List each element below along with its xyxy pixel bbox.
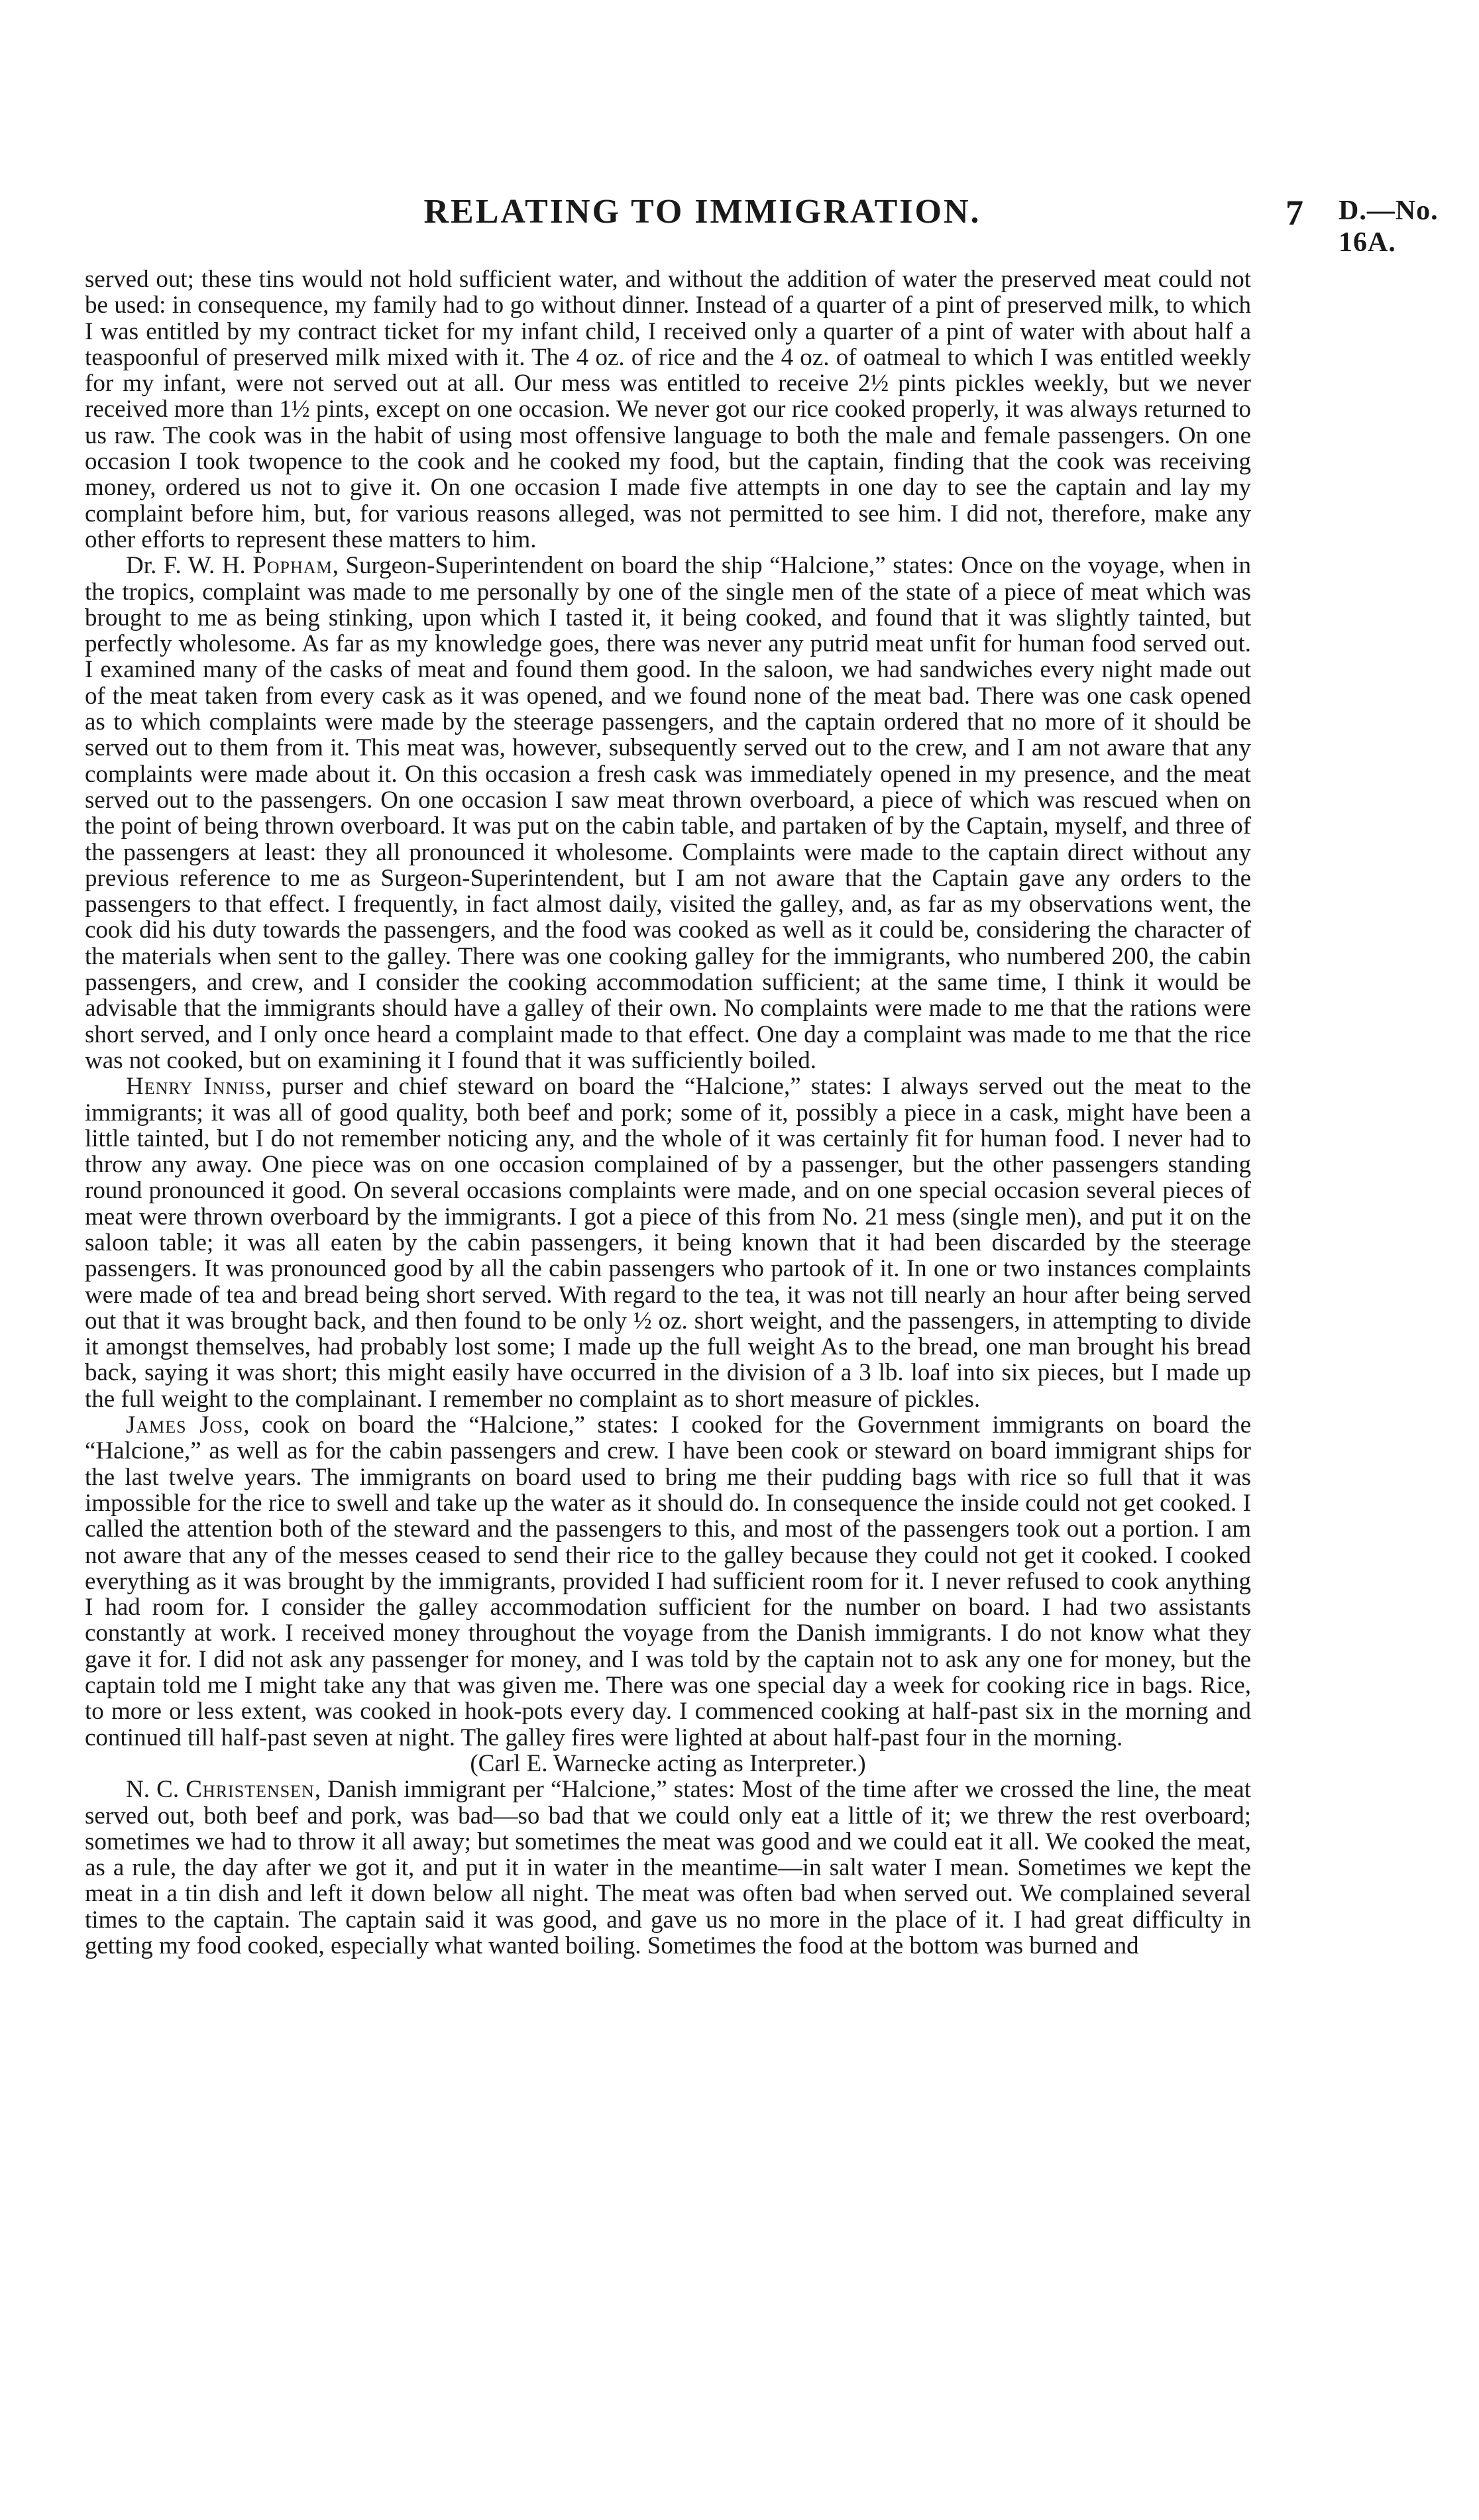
- testimony-joss: [85, 1412, 1251, 1751]
- interpreter-note: (Carl E. Warnecke acting as Interpreter.): [470, 1749, 866, 1777]
- speaker-name: Popham: [252, 552, 333, 580]
- paragraph-text: , purser and chief steward on board the “Halcione,” states: I always served out the meat to the immigrants; it was all of good quality, both beef and pork; some of it, possibly a piece in a cask, might have been a little tainted, but I do not remember noticing any, and the whole of it was certainly fit for human food. I never had to throw any away. One piece was on one occasion complained of by a passenger, but the other passengers standing round pronounced it good. On several occasions complaints were made, and on one special occasion several pieces of meat were thrown overboard by the immigrants. I got a piece of this from No. 21 mess (single men), and put it on the saloon table; it was all eaten by the cabin passengers, it being known that it had been discarded by the steerage passengers. It was pronounced good by all the cabin passengers who partook of it. In one or two instances complaints were made of tea and bread being short served. With regard to the tea, it was not till nearly an hour after being served out that it was brought back, and then found to be only ½ oz. short weight, and the passengers, in attempting to divide it amongst themselves, had probably lost some; I made up the full weight As to the bread, one man brought his bread back, saying it was short; this might easily have occurred in the division of a 3 lb. loaf into six pieces, but I made up the full weight to the complainant. I remember no complaint as to short measure of pickles.: [85, 1073, 1252, 1413]
- page-number: 7: [1286, 193, 1303, 233]
- testimony-christensen: [85, 1777, 1251, 1959]
- paragraph-text: , cook on board the “Halcione,” states: I cooked for the Government immigrants on board the “Halcione,” as well as for the cabin passengers and crew. I have been cook or steward on board immigrant ships for the last twelve years. The immigrants on board used to bring me their pudding bags with rice so full that it was impossible for the rice to swell and take up the water as it should do. In consequence the inside could not get cooked. I called the attention both of the steward and the passengers to this, and most of the passengers took out a portion. I am not aware that any of the messes ceased to send their rice to the galley because they could not get it cooked. I cooked everything as it was brought by the immigrants, provided I had sufficient room for it. I never refused to cook anything I had room for. I consider the galley accommodation sufficient for the number on board. I had two assistants constantly at work. I received money throughout the voyage from the Danish immigrants. I do not know what they gave it for. I did not ask any passenger for money, and I was told by the captain not to ask any one for money, but the captain told me I might take any that was given me. There was one special day a week for cooking rice in bags. Rice, to more or less extent, was cooked in hook-pots every day. I commenced cooking at half-past six in the morning and continued till half-past seven at night. The galley fires were lighted at about half-past four in the morning.: [85, 1411, 1252, 1751]
- speaker-name: James Joss: [126, 1411, 244, 1439]
- paragraph-text: served out; these tins would not hold sufficient water, and without the addition of water the preserved meat could not be used: in consequence, my family had to go without dinner. Instead of a quarter of a pint of preserved milk, to which I was entitled by my contract ticket for my infant child, I received only a quarter of a pint of water with about half a teaspoonful of preserved milk mixed with it. The 4 oz. of rice and the 4 oz. of oatmeal to which I was entitled weekly for my infant, were not served out at all. Our mess was entitled to receive 2½ pints pickles weekly, but we never received more than 1½ pints, except on one occasion. We never got our rice cooked properly, it was always returned to us raw. The cook was in the habit of using most offensive language to both the male and female passengers. On one occasion I took twopence to the cook and he cooked my food, but the captain, finding that the cook was receiving money, ordered us not to give it. On one occasion I made five attempts in one day to see the captain and lay my complaint before him, but, for various reasons alleged, was not permitted to see him. I did not, therefore, make any other efforts to represent these matters to him.: [85, 266, 1251, 553]
- testimony-inniss: [85, 1073, 1251, 1412]
- speaker-prefix: N. C.: [126, 1776, 186, 1804]
- document-body: [85, 266, 1251, 1959]
- running-head: RELATING TO IMMIGRATION.: [423, 193, 981, 231]
- testimony-popham: [85, 553, 1251, 1073]
- speaker-name: Christensen: [186, 1776, 315, 1804]
- paragraph-continuation: [85, 266, 1251, 553]
- document-reference: D.—No. 16A.: [1339, 195, 1439, 258]
- speaker-name: Henry Inniss: [126, 1073, 266, 1101]
- paragraph-text: , Danish immigrant per “Halcione,” states: Most of the time after we crossed the line, the meat served out, both beef and pork, was bad—so bad that we could only eat a little of it; we threw the rest overboard; sometimes we had to throw it all away; but sometimes the meat was good and we could eat it all. We cooked the meat, as a rule, the day after we got it, and put it in water in the meantime—in salt water I mean. Sometimes we kept the meat in a tin dish and left it down below all night. The meat was often bad when served out. We complained several times to the captain. The captain said it was good, and gave us no more in the place of it. I had great difficulty in getting my food cooked, especially what wanted boiling. Sometimes the food at the bottom was burned and: [85, 1776, 1251, 1959]
- page-header: [80, 192, 1471, 258]
- paragraph-text: , Surgeon-Superintendent on board the ship “Halcione,” states: Once on the voyage, when in the tropics, complaint was made to me personally by one of the single men of the state of a piece of meat which was brought to me as being stinking, upon which I tasted it, it being cooked, and found that it was slightly tainted, but perfectly wholesome. As far as my knowledge goes, there was never any putrid meat unfit for human food served out. I examined many of the casks of meat and found them good. In the saloon, we had sandwiches every night made out of the meat taken from every cask as it was opened, and we found none of the meat bad. There was one cask opened as to which complaints were made by the steerage passengers, and the captain ordered that no more of it should be served out to them from it. This meat was, however, subsequently served out to the crew, and I am not aware that any complaints were made about it. On this occasion a fresh cask was immediately opened in my presence, and the meat served out to the passengers. On one occasion I saw meat thrown overboard, a piece of which was rescued when on the point of being thrown overboard. It was put on the cabin table, and partaken of by the Captain, myself, and three of the passengers at least: they all pronounced it wholesome. Complaints were made to the captain direct without any previous reference to me as Surgeon-Superintendent, but I am not aware that the Captain gave any orders to the passengers to that effect. I frequently, in fact almost daily, visited the galley, and, as far as my observations went, the cook did his duty towards the passengers, and the food was cooked as well as it could be, considering the character of the materials when sent to the galley. There was one cooking galley for the immigrants, who numbered 200, the cabin passengers, and crew, and I consider the cooking accommodation sufficient; at the same time, I think it would be advisable that the immigrants should have a galley of their own. No complaints were made to me that the rations were short served, and I only once heard a complaint made to that effect. One day a complaint was made to me that the rice was not cooked, but on examining it I found that it was sufficiently boiled.: [85, 552, 1251, 1074]
- speaker-prefix: Dr. F. W. H.: [126, 552, 253, 580]
